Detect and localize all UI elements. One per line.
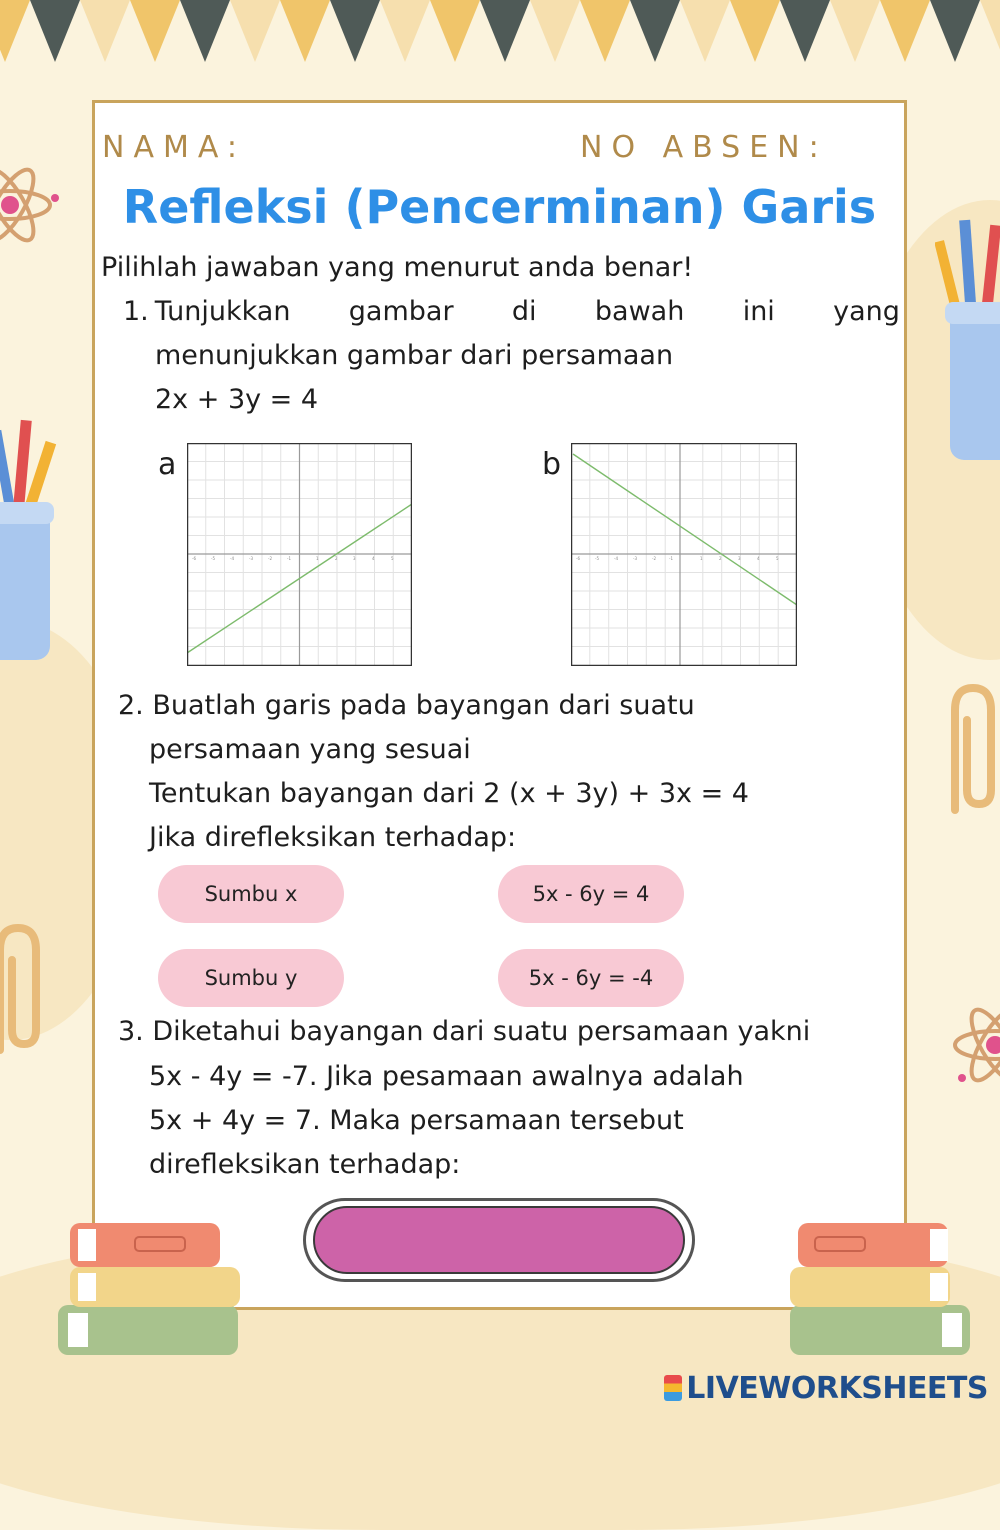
q1-word: Tunjukkan	[154, 296, 291, 327]
answer-input-field[interactable]	[313, 1206, 685, 1274]
svg-text:5: 5	[776, 556, 779, 561]
svg-text:-5: -5	[595, 556, 599, 561]
page-title: Refleksi (Pencerminan) Garis	[122, 180, 877, 234]
q3-line2: 5x - 4y = -7. Jika pesamaan awalnya adalah	[149, 1061, 744, 1092]
q2-line4: Jika direfleksikan terhadap:	[149, 822, 517, 853]
q1-line2: menunjukkan gambar dari persamaan	[155, 340, 674, 371]
answer-input[interactable]	[303, 1198, 695, 1282]
q3-line4: direfleksikan terhadap:	[149, 1149, 461, 1180]
paperclip-icon	[0, 920, 50, 1060]
brand-text: LIVEWORKSHEETS	[686, 1371, 988, 1406]
svg-text:-4: -4	[230, 556, 234, 561]
book-stack-icon	[50, 1215, 250, 1365]
svg-text:-3: -3	[249, 556, 253, 561]
svg-text:-5: -5	[211, 556, 215, 561]
bunting-decoration	[0, 0, 1000, 70]
atom-icon	[0, 150, 70, 260]
choice-equation-positive[interactable]: 5x - 6y = 4	[498, 865, 684, 923]
brand-icon	[664, 1375, 682, 1401]
svg-text:1: 1	[700, 556, 703, 561]
svg-text:3: 3	[353, 556, 356, 561]
q3-line3: 5x + 4y = 7. Maka persamaan tersebut	[149, 1105, 684, 1136]
svg-text:4: 4	[757, 556, 760, 561]
q1-word: bawah	[594, 296, 685, 327]
svg-text:2: 2	[719, 556, 722, 561]
q1-number: 1.	[123, 296, 149, 327]
q1-word: di	[511, 296, 537, 327]
pencil-cup-icon	[935, 210, 1000, 460]
svg-text:-6: -6	[576, 556, 580, 561]
instruction-text: Pilihlah jawaban yang menurut anda benar!	[101, 252, 694, 283]
option-b-label: b	[542, 447, 562, 482]
q1-equation: 2x + 3y = 4	[155, 384, 319, 415]
paperclip-icon	[935, 680, 1000, 820]
svg-text:-3: -3	[633, 556, 637, 561]
svg-text:-4: -4	[614, 556, 618, 561]
svg-text:-6: -6	[192, 556, 196, 561]
svg-text:-1: -1	[287, 556, 291, 561]
q3-line1: 3. Diketahui bayangan dari suatu persamaan yakni	[118, 1016, 811, 1047]
svg-text:3: 3	[738, 556, 741, 561]
svg-text:-2: -2	[652, 556, 656, 561]
name-label: NAMA:	[102, 130, 246, 165]
svg-text:2: 2	[335, 556, 338, 561]
q2-line2: persamaan yang sesuai	[149, 734, 471, 765]
choice-sumbu-x[interactable]: Sumbu x	[158, 865, 344, 923]
q1-word: yang	[833, 296, 900, 327]
svg-text:5: 5	[391, 556, 394, 561]
choice-sumbu-y[interactable]: Sumbu y	[158, 949, 344, 1007]
option-a-label: a	[158, 447, 177, 482]
svg-text:1: 1	[316, 556, 319, 561]
svg-text:-1: -1	[669, 556, 673, 561]
absen-label: NO ABSEN:	[580, 130, 828, 165]
choice-equation-negative[interactable]: 5x - 6y = -4	[498, 949, 684, 1007]
svg-text:4: 4	[372, 556, 375, 561]
pencil-cup-icon	[0, 410, 70, 670]
book-stack-icon	[780, 1215, 980, 1365]
brand-logo	[664, 1371, 988, 1406]
q1-word: ini	[742, 296, 775, 327]
graph-option-a[interactable]	[187, 443, 412, 666]
graph-option-b[interactable]	[571, 443, 797, 666]
q2-line1: 2. Buatlah garis pada bayangan dari suatu	[118, 690, 695, 721]
svg-text:-2: -2	[268, 556, 272, 561]
q1-line1	[123, 296, 900, 327]
q2-line3: Tentukan bayangan dari 2 (x + 3y) + 3x = 4	[149, 778, 749, 809]
q1-word: gambar	[348, 296, 454, 327]
atom-icon	[940, 990, 1000, 1100]
